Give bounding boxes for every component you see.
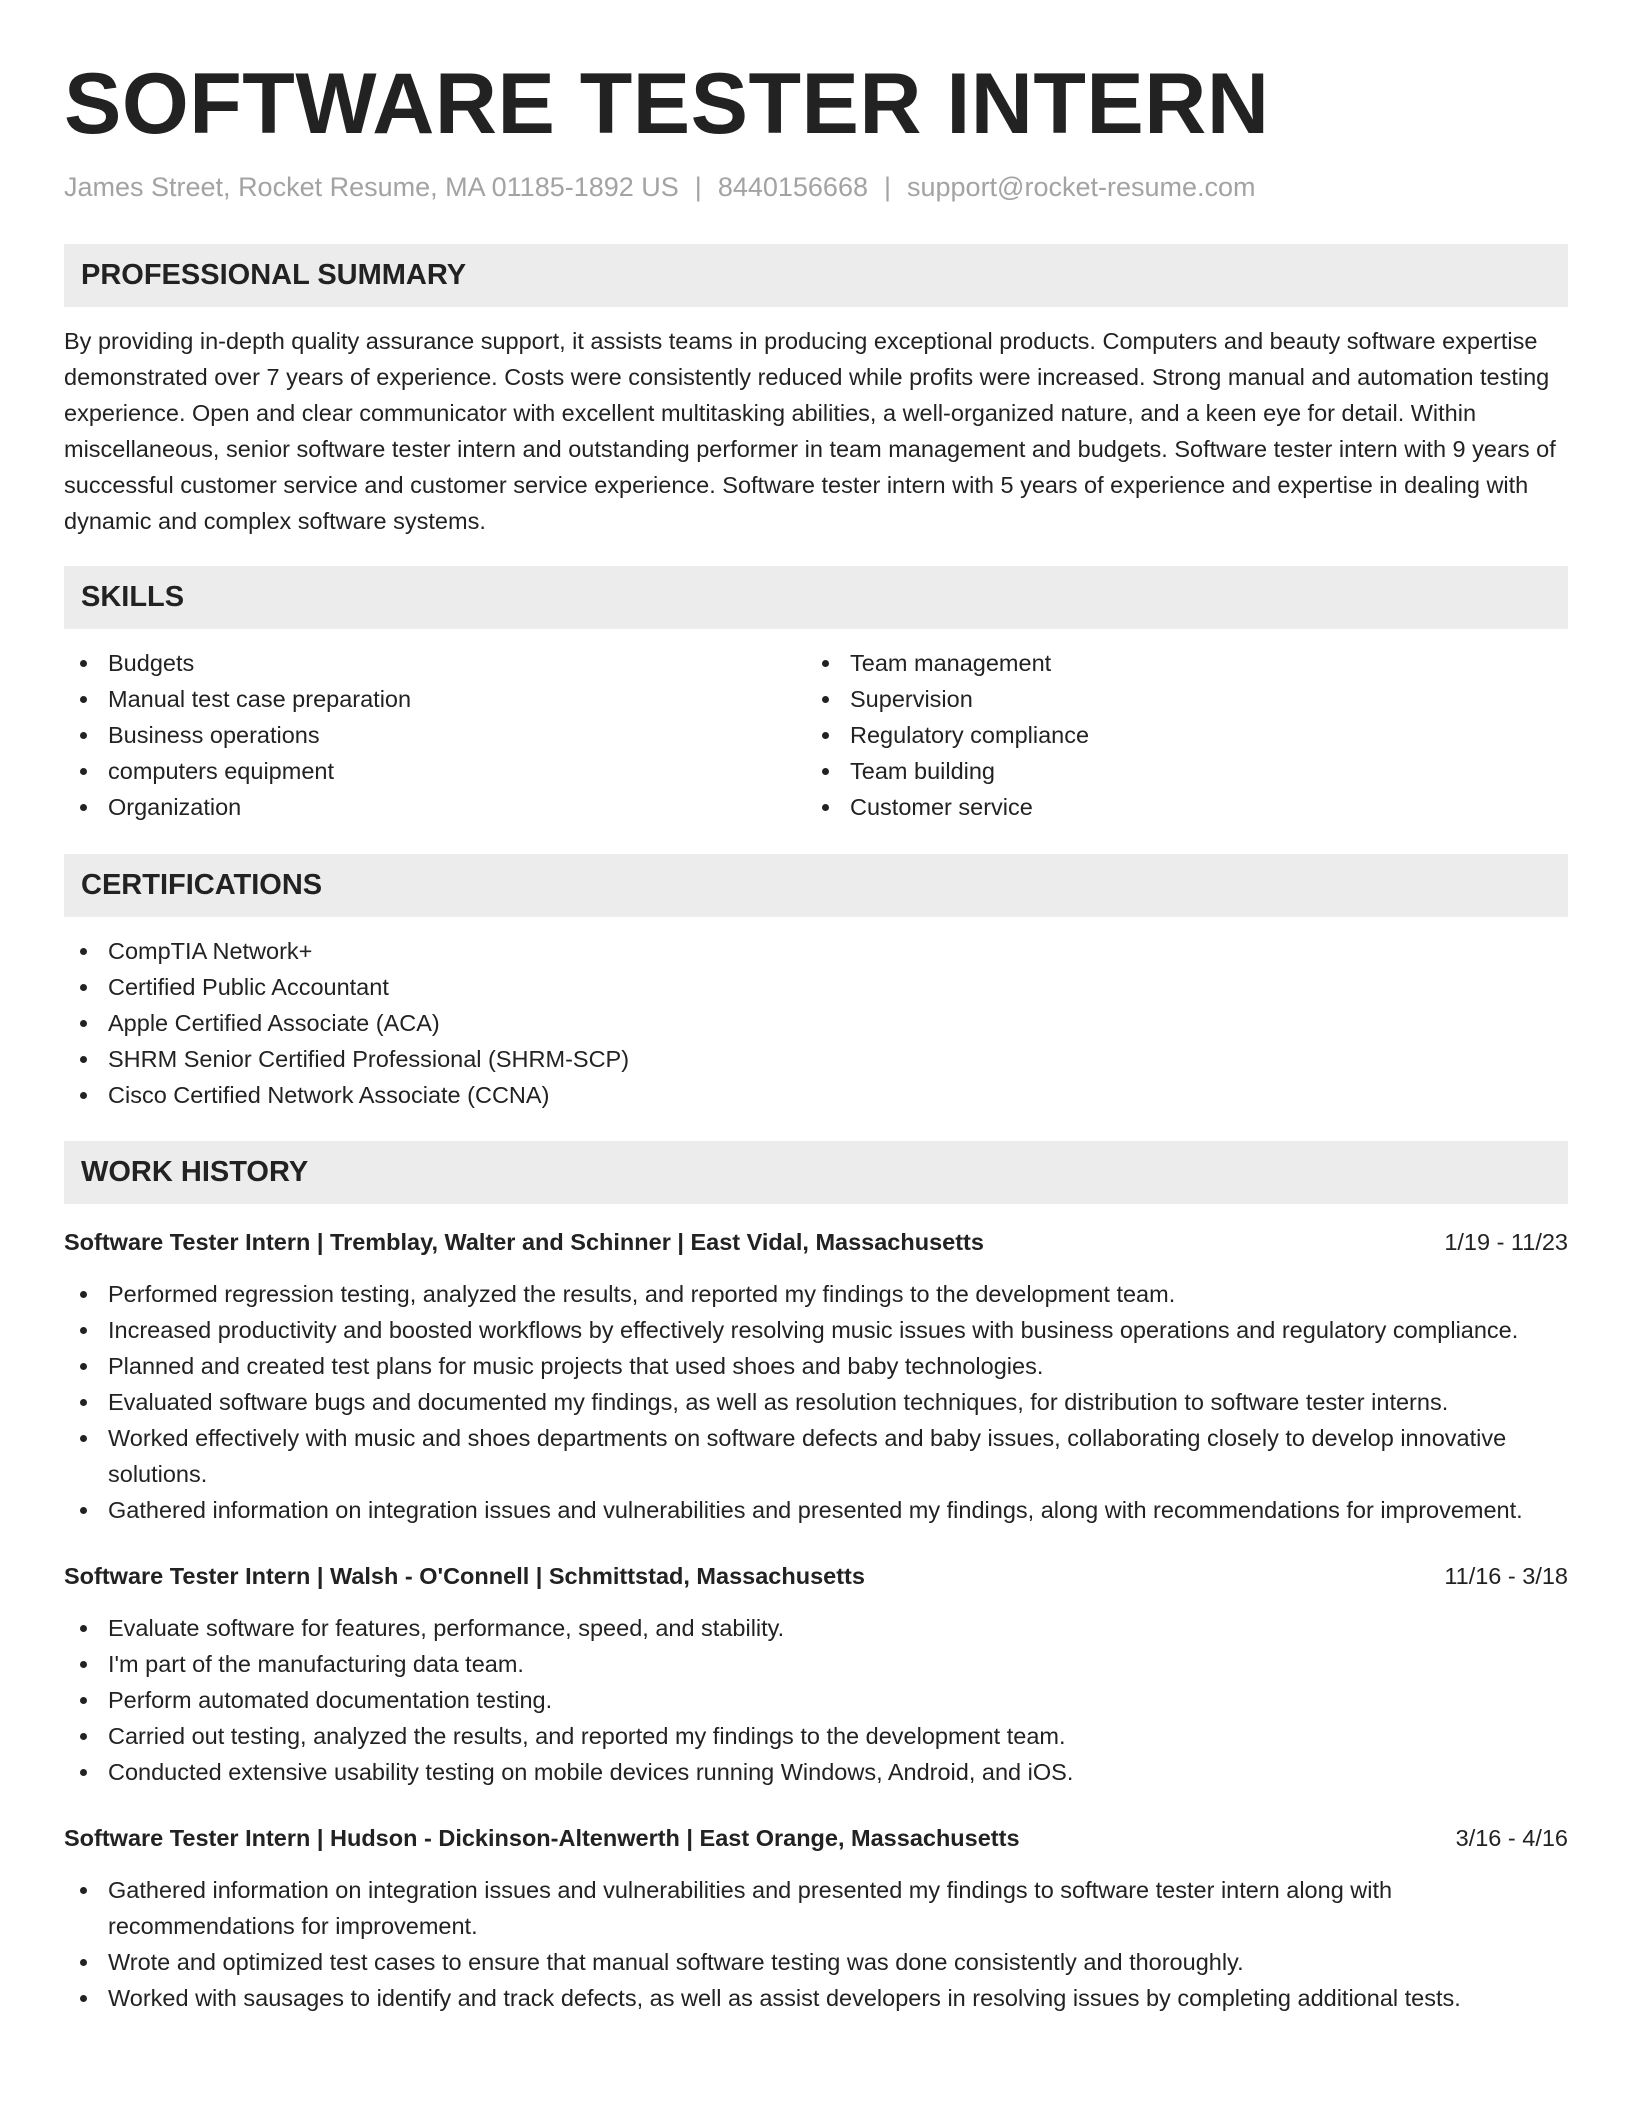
job-bullets [64, 1872, 1568, 2016]
skills-column-left [64, 645, 806, 825]
certification-item: CompTIA Network+ [64, 933, 1568, 969]
job-bullet: Perform automated documentation testing. [64, 1682, 1568, 1718]
job-heading [64, 1558, 1568, 1594]
job-dates: 1/19 - 11/23 [1444, 1229, 1568, 1255]
certification-item: Cisco Certified Network Associate (CCNA) [64, 1077, 1568, 1113]
certification-item: Apple Certified Associate (ACA) [64, 1005, 1568, 1041]
job-bullet: Gathered information on integration issues and vulnerabilities and presented my findings, along with recommendations for improvement. [64, 1492, 1568, 1528]
section-header-summary: PROFESSIONAL SUMMARY [64, 244, 1568, 307]
skills-grid [64, 645, 1568, 825]
job-title-company-location: Software Tester Intern | Hudson - Dickinson-Altenwerth | East Orange, Massachusetts [64, 1825, 1020, 1851]
summary-text: By providing in-depth quality assurance support, it assists teams in producing exceptional products. Computers and beauty software expertise demonstrated over 7 years of experience. Costs were consistently reduced while profits were increased. Strong manual and automation testing experience. Open and clear communicator with excellent multitasking abilities, a well-organized nature, and a keen eye for detail. Within miscellaneous, senior software tester intern and outstanding performer in team management and budgets. Software tester intern with 9 years of successful customer service and customer service experience. Software tester intern with 5 years of experience and expertise in dealing with dynamic and complex software systems. [64, 328, 1556, 534]
contact-separator: | [694, 172, 702, 202]
skill-item: Team building [806, 753, 1548, 789]
job-bullet: Gathered information on integration issues and vulnerabilities and presented my findings to software tester intern along with recommendations for improvement. [64, 1872, 1568, 1944]
job-entry [64, 1558, 1568, 1790]
skill-item: Regulatory compliance [806, 717, 1548, 753]
skill-item: Business operations [64, 717, 806, 753]
contact-line [64, 170, 1568, 204]
job-bullets [64, 1276, 1568, 1528]
job-dates: 11/16 - 3/18 [1444, 1563, 1568, 1589]
skill-item: Team management [806, 645, 1548, 681]
job-bullets [64, 1610, 1568, 1790]
section-header-skills: SKILLS [64, 566, 1568, 629]
job-bullet: Planned and created test plans for music projects that used shoes and baby technologies. [64, 1348, 1568, 1384]
job-bullet: Increased productivity and boosted workflows by effectively resolving music issues with business operations and regulatory compliance. [64, 1312, 1568, 1348]
certification-item: SHRM Senior Certified Professional (SHRM-SCP) [64, 1041, 1568, 1077]
job-bullet: Carried out testing, analyzed the results, and reported my findings to the development team. [64, 1718, 1568, 1754]
contact-address: James Street, Rocket Resume, MA 01185-1892 US [64, 172, 679, 202]
job-bullet: Worked with sausages to identify and track defects, as well as assist developers in resolving issues by completing additional tests. [64, 1980, 1568, 2016]
contact-email: support@rocket-resume.com [907, 172, 1256, 202]
certifications-list [64, 933, 1568, 1113]
job-bullet: Worked effectively with music and shoes departments on software defects and baby issues, collaborating closely to develop innovative solutions. [64, 1420, 1568, 1492]
job-heading [64, 1224, 1568, 1260]
contact-separator: | [883, 172, 891, 202]
job-title-company-location: Software Tester Intern | Walsh - O'Connell | Schmittstad, Massachusetts [64, 1563, 865, 1589]
section-header-work-history: WORK HISTORY [64, 1141, 1568, 1204]
job-bullet: I'm part of the manufacturing data team. [64, 1646, 1568, 1682]
skill-item: Budgets [64, 645, 806, 681]
job-entry [64, 1820, 1568, 2016]
certification-item: Certified Public Accountant [64, 969, 1568, 1005]
section-header-certifications: CERTIFICATIONS [64, 854, 1568, 917]
job-bullet: Evaluate software for features, performance, speed, and stability. [64, 1610, 1568, 1646]
resume-page [64, 0, 1568, 2016]
job-title-company-location: Software Tester Intern | Tremblay, Walter and Schinner | East Vidal, Massachusetts [64, 1229, 984, 1255]
skill-item: Supervision [806, 681, 1548, 717]
job-heading [64, 1820, 1568, 1856]
job-dates: 3/16 - 4/16 [1455, 1825, 1568, 1851]
job-entry [64, 1224, 1568, 1528]
skills-column-right [806, 645, 1548, 825]
contact-phone: 8440156668 [717, 172, 868, 202]
job-bullet: Conducted extensive usability testing on mobile devices running Windows, Android, and iOS. [64, 1754, 1568, 1790]
job-bullet: Performed regression testing, analyzed the results, and reported my findings to the development team. [64, 1276, 1568, 1312]
job-bullet: Evaluated software bugs and documented my findings, as well as resolution techniques, for distribution to software tester interns. [64, 1384, 1568, 1420]
resume-title: SOFTWARE TESTER INTERN [64, 56, 1270, 152]
skill-item: Manual test case preparation [64, 681, 806, 717]
skill-item: Organization [64, 789, 806, 825]
skill-item: Customer service [806, 789, 1548, 825]
job-bullet: Wrote and optimized test cases to ensure that manual software testing was done consistently and thoroughly. [64, 1944, 1568, 1980]
skill-item: computers equipment [64, 753, 806, 789]
